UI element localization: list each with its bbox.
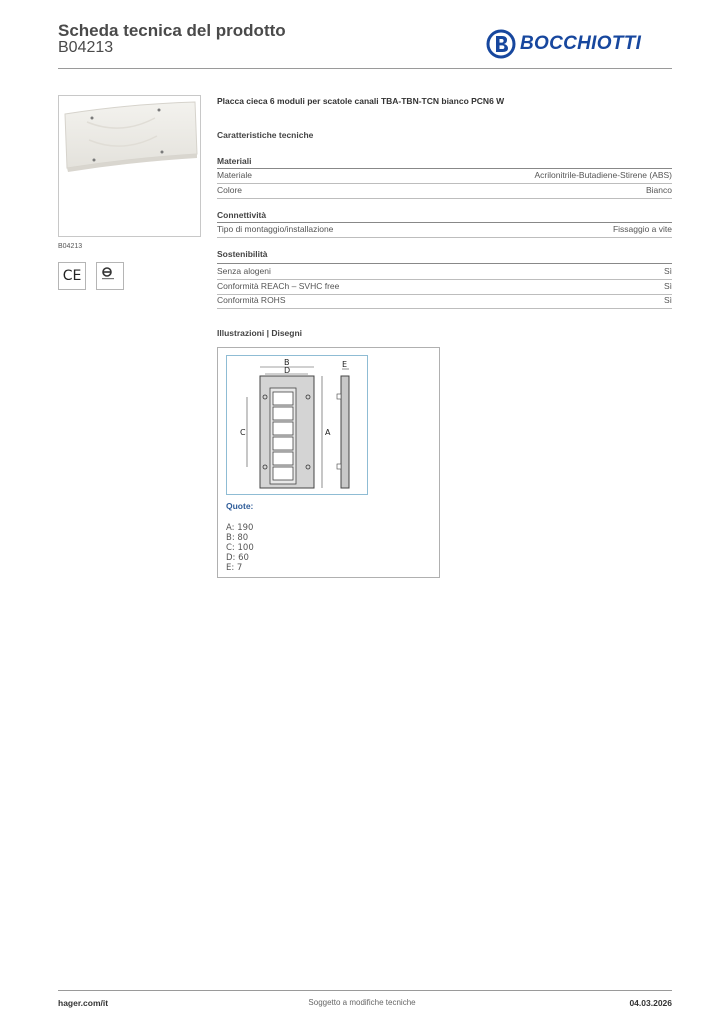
spec-label: Conformità REACh – SVHC free (217, 281, 340, 291)
footer-date: 04.03.2026 (629, 998, 672, 1008)
spec-row-divider (217, 198, 672, 199)
image-caption: B04213 (58, 243, 83, 250)
quote-item: A: 190 (226, 523, 254, 533)
dim-label-a: A (325, 428, 331, 437)
spec-row (217, 266, 672, 280)
footer-note: Soggetto a modifiche tecniche (308, 998, 416, 1007)
page-title: Scheda tecnica del prodotto (58, 21, 286, 40)
spec-row-divider (217, 308, 672, 309)
spec-row-divider (217, 183, 672, 184)
dim-label-b: B (284, 358, 290, 367)
brand-logo (486, 28, 668, 60)
product-image (58, 95, 201, 237)
brand-name: BOCCHIOTTI (520, 33, 642, 54)
spec-label: Colore (217, 185, 243, 195)
spec-row (217, 224, 672, 238)
spec-label: Tipo di montaggio/installazione (217, 224, 334, 234)
ce-label: CE (62, 268, 82, 284)
spec-group-divider (217, 222, 672, 223)
quote-item: D: 60 (226, 553, 249, 563)
quote-title: Quote: (226, 501, 254, 511)
dim-label-e: E (342, 360, 348, 369)
spec-value: Fissaggio a vite (612, 224, 672, 234)
spec-group-divider (217, 168, 672, 169)
specs-section-title: Caratteristiche tecniche (217, 130, 314, 140)
technical-drawing (226, 355, 368, 495)
spec-group-divider (217, 263, 672, 264)
technical-drawing-panel (217, 347, 440, 578)
spec-row (217, 281, 672, 295)
bocchiotti-b-logo-icon (486, 29, 516, 59)
quote-item: C: 100 (226, 543, 254, 553)
product-name: Placca cieca 6 moduli per scatole canali TBA-TBN-TCN bianco PCN6 W (217, 96, 505, 106)
dim-label-d: D (284, 366, 291, 375)
illustrations-title: Illustrazioni | Disegni (217, 328, 303, 338)
spec-value: Sì (663, 295, 672, 305)
spec-label: Conformità ROHS (217, 295, 286, 305)
spec-label: Senza alogeni (217, 266, 271, 276)
spec-group-title: Connettività (217, 210, 267, 220)
spec-row (217, 170, 672, 184)
spec-value: Bianco (646, 185, 672, 195)
quote-item: E: 7 (226, 563, 243, 573)
spec-row (217, 295, 672, 309)
quote-item: B: 80 (226, 533, 249, 543)
spec-value: Acrilonitrile-Butadiene-Stirene (ABS) (534, 170, 672, 180)
footer-site-link[interactable]: hager.com/it (58, 998, 109, 1008)
spec-label: Materiale (217, 170, 252, 180)
spec-value: Sì (663, 266, 672, 276)
spec-row-divider (217, 237, 672, 238)
spec-group-title: Materiali (217, 156, 252, 166)
ce-mark-icon (58, 262, 86, 290)
ipq-mark-icon (96, 262, 124, 290)
spec-value: Sì (663, 281, 672, 291)
spec-row (217, 185, 672, 199)
footer-divider (58, 990, 672, 991)
header-divider (58, 68, 672, 69)
dim-label-c: C (240, 428, 246, 437)
spec-row-divider (217, 279, 672, 280)
spec-group-title: Sostenibilità (217, 249, 268, 259)
product-code: B04213 (58, 39, 114, 56)
